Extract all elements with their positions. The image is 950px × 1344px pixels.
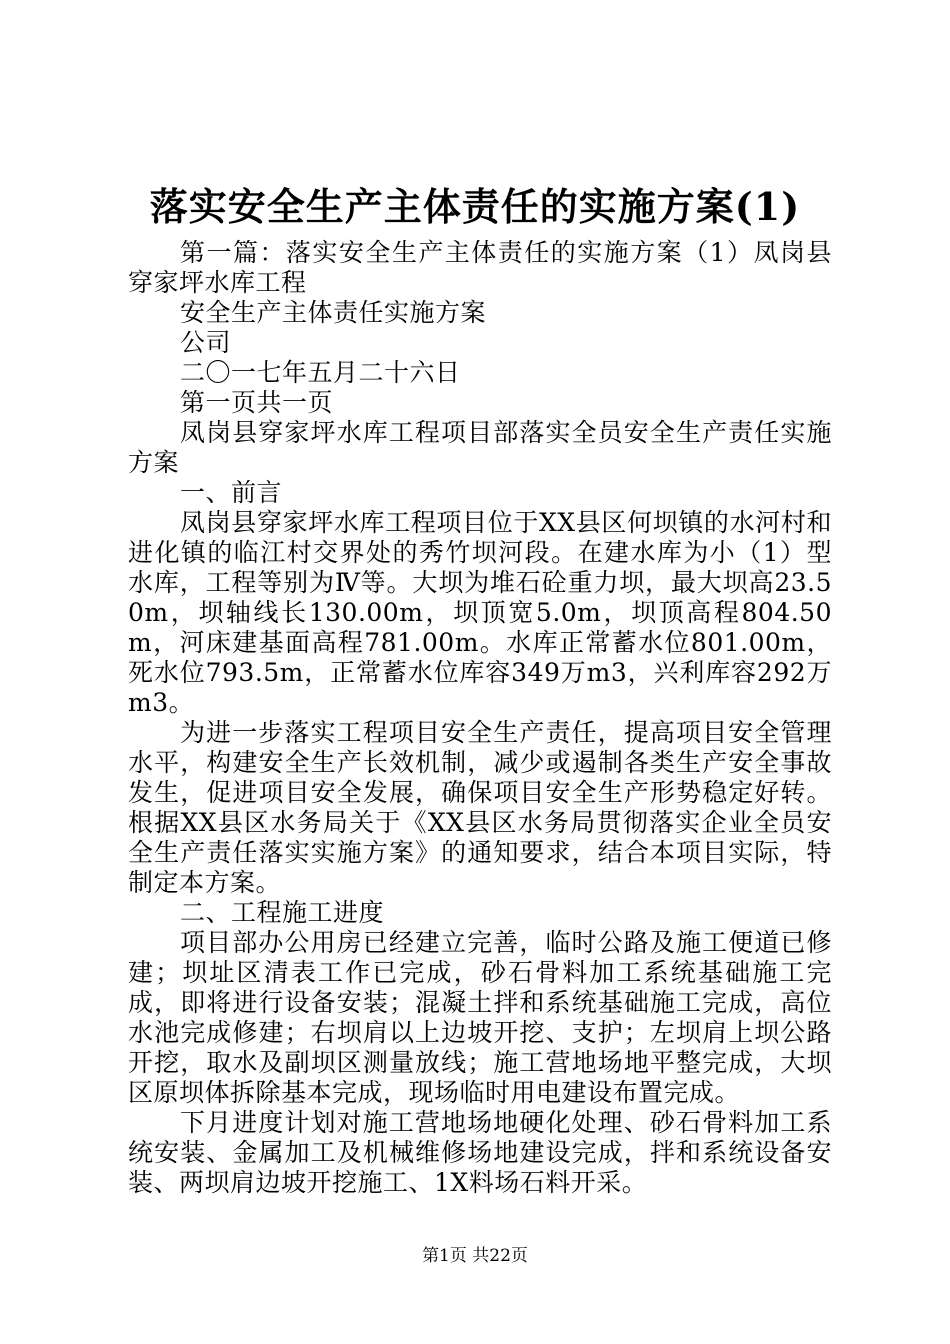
paragraph: 公司 (180, 328, 232, 357)
paragraph: 二〇一七年五月二十六日 (180, 358, 461, 387)
paragraph: 第一页共一页 (180, 388, 334, 417)
paragraph: 第一篇：落实安全生产主体责任的实施方案（1）凤岗县穿家坪水库工程 (128, 238, 832, 297)
paragraph: 凤岗县穿家坪水库工程项目部落实全员安全生产责任实施方案 (128, 418, 832, 477)
paragraph: 为进一步落实工程项目安全生产责任，提高项目安全管理水平，构建安全生产长效机制，减少或遏制各类生产安全事故发生，促进项目安全发展，确保项目安全生产形势稳定好转。根据XX县区水务局关于《XX县区水务局贯彻落实企业全员安全生产责任落实实施方案》的通知要求，结合本项目实际，特制定本方案。 (128, 718, 832, 897)
section-heading: 一、前言 (180, 478, 283, 507)
paragraph: 项目部办公用房已经建立完善，临时公路及施工便道已修建；坝址区清表工作已完成，砂石骨料加工系统基础施工完成，即将进行设备安装；混凝土拌和系统基础施工完成，高位水池完成修建；右坝肩以上边坡开挖、支护；左坝肩上坝公路开挖，取水及副坝区测量放线；施工营地场地平整完成，大坝区原坝体拆除基本完成，现场临时用电建设布置完成。 (128, 928, 832, 1107)
page-number-footer: 第1页 共22页 (422, 1246, 528, 1266)
paragraph: 下月进度计划对施工营地场地硬化处理、砂石骨料加工系统安装、金属加工及机械维修场地建设完成，拌和系统设备安装、两坝肩边坡开挖施工、1X料场石料开采。 (128, 1108, 832, 1197)
paragraph: 安全生产主体责任实施方案 (180, 298, 487, 327)
document-title: 落实安全生产主体责任的实施方案(1) (149, 184, 801, 229)
document-body (128, 238, 832, 1198)
paragraph: 凤岗县穿家坪水库工程项目位于XX县区何坝镇的水河村和进化镇的临江村交界处的秀竹坝河段。在建水库为小（1）型水库，工程等别为Ⅳ等。大坝为堆石砼重力坝，最大坝高23.50m，坝轴线长130.00m，坝顶宽5.0m，坝顶高程804.50m，河床建基面高程781.00m。水库正常蓄水位801.00m，死水位793.5m，正常蓄水位库容349万m3，兴利库容292万m3。 (128, 508, 832, 717)
section-heading: 二、工程施工进度 (180, 898, 385, 927)
